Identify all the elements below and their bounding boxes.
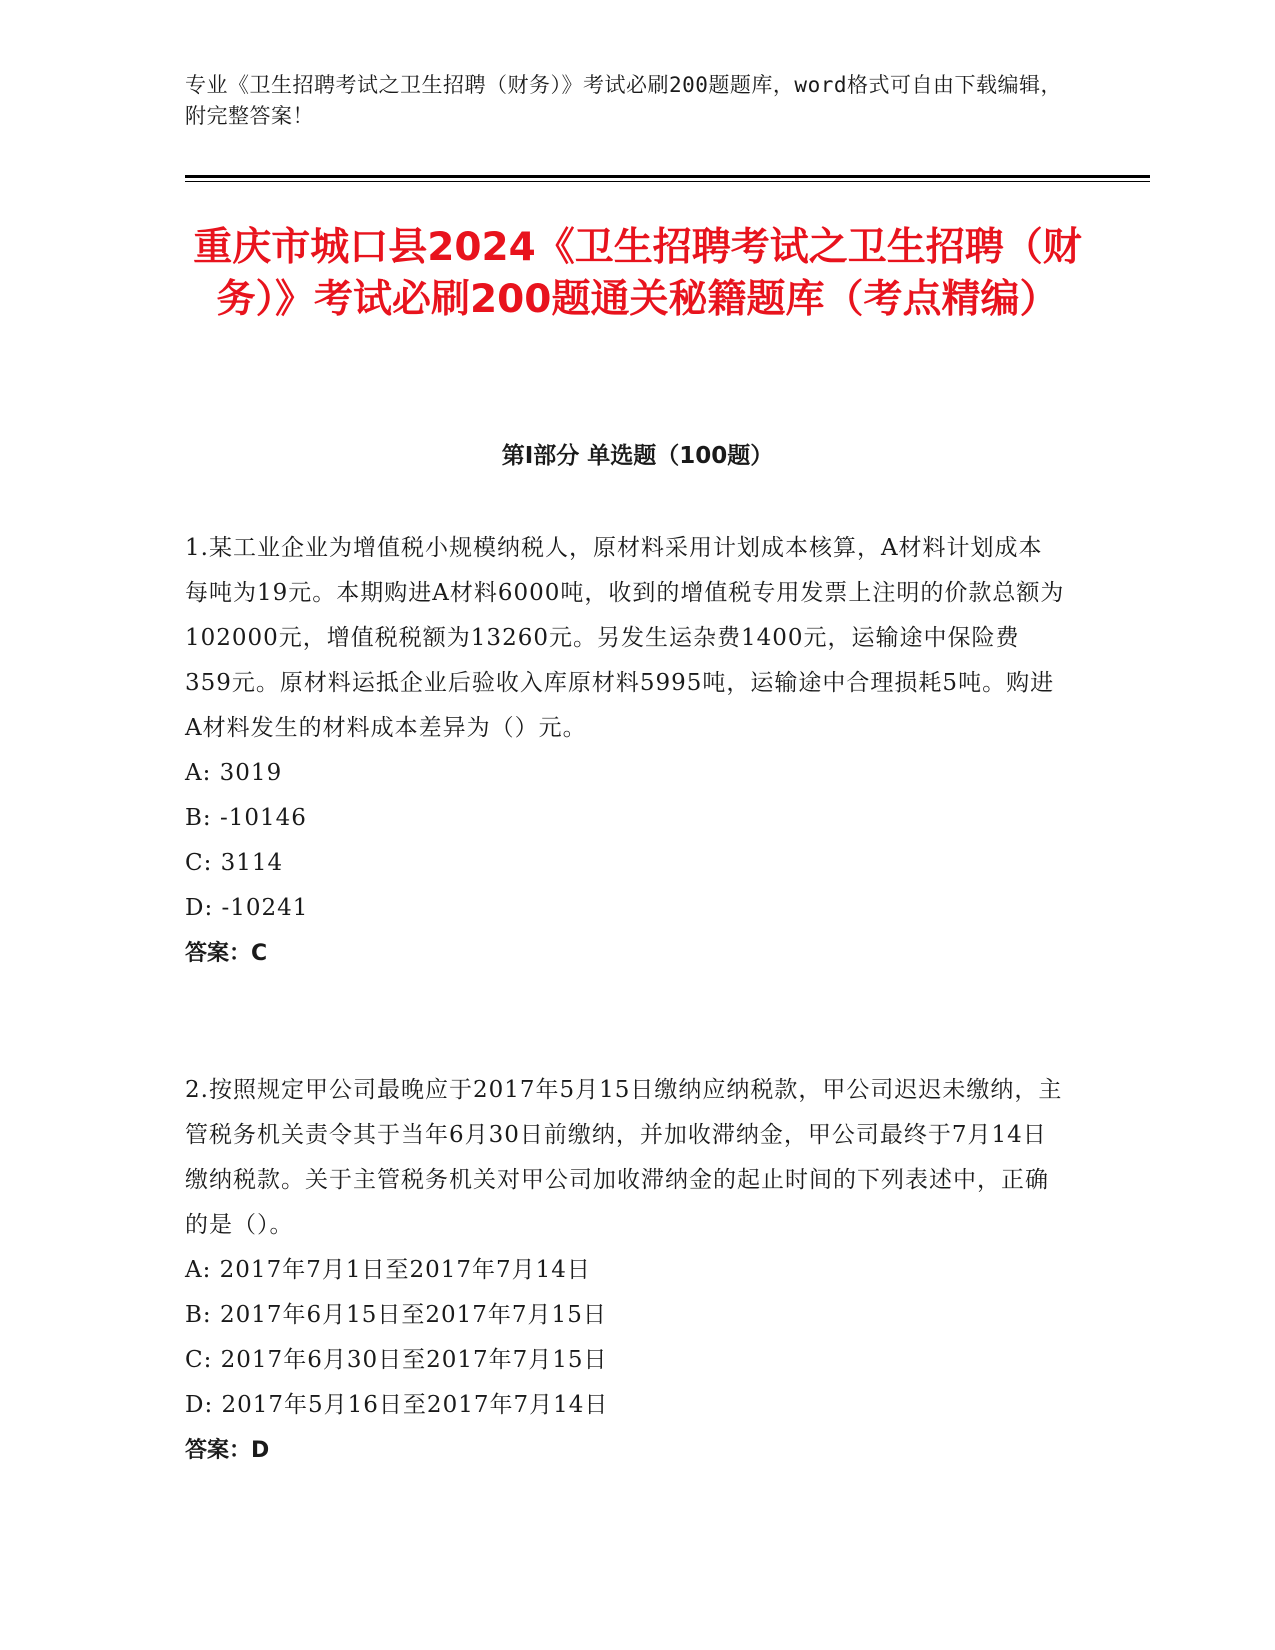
option-c: C: 3114 — [185, 850, 284, 876]
header-note: 专业《卫生招聘考试之卫生招聘（财务）》考试必刷200题题库，word格式可自由下载编辑，附完整答案！ — [185, 73, 1062, 128]
option-d: D: -10241 — [185, 895, 309, 921]
header-divider-thick — [185, 175, 1150, 178]
question-stem: 1.某工业企业为增值税小规模纳税人，原材料采用计划成本核算，A材料计划成本每吨为19元。本期购进A材料6000吨，收到的增值税专用发票上注明的价款总额为102000元，增值税税额为13260元。另发生运杂费1400元，运输途中保险费359元。原材料运抵企业后验收入库原材料5995吨，运输途中合理损耗5吨。购进A材料发生的材料成本差异为（）元。 — [185, 535, 1065, 741]
option-b: B: 2017年6月15日至2017年7月15日 — [185, 1302, 607, 1328]
question-2 — [185, 1068, 1065, 1473]
answer: 答案：C — [185, 941, 268, 966]
option-a: A: 3019 — [185, 760, 283, 786]
document-title: 重庆市城口县2024《卫生招聘考试之卫生招聘（财务）》考试必刷200题通关秘籍题库（考点精编） — [193, 225, 1082, 322]
option-b: B: -10146 — [185, 805, 307, 831]
section-title: 第I部分 单选题（100题） — [501, 443, 774, 469]
header-divider-thin — [185, 181, 1150, 182]
option-a: A: 2017年7月1日至2017年7月14日 — [185, 1257, 591, 1283]
question-1 — [185, 526, 1065, 976]
question-stem: 2.按照规定甲公司最晚应于2017年5月15日缴纳应纳税款，甲公司迟迟未缴纳，主管税务机关责令其于当年6月30日前缴纳，并加收滞纳金，甲公司最终于7月14日缴纳税款。关于主管税务机关对甲公司加收滞纳金的起止时间的下列表述中，正确的是（）。 — [185, 1077, 1063, 1238]
option-c: C: 2017年6月30日至2017年7月15日 — [185, 1347, 608, 1373]
option-d: D: 2017年5月16日至2017年7月14日 — [185, 1392, 609, 1418]
answer: 答案：D — [185, 1438, 270, 1463]
